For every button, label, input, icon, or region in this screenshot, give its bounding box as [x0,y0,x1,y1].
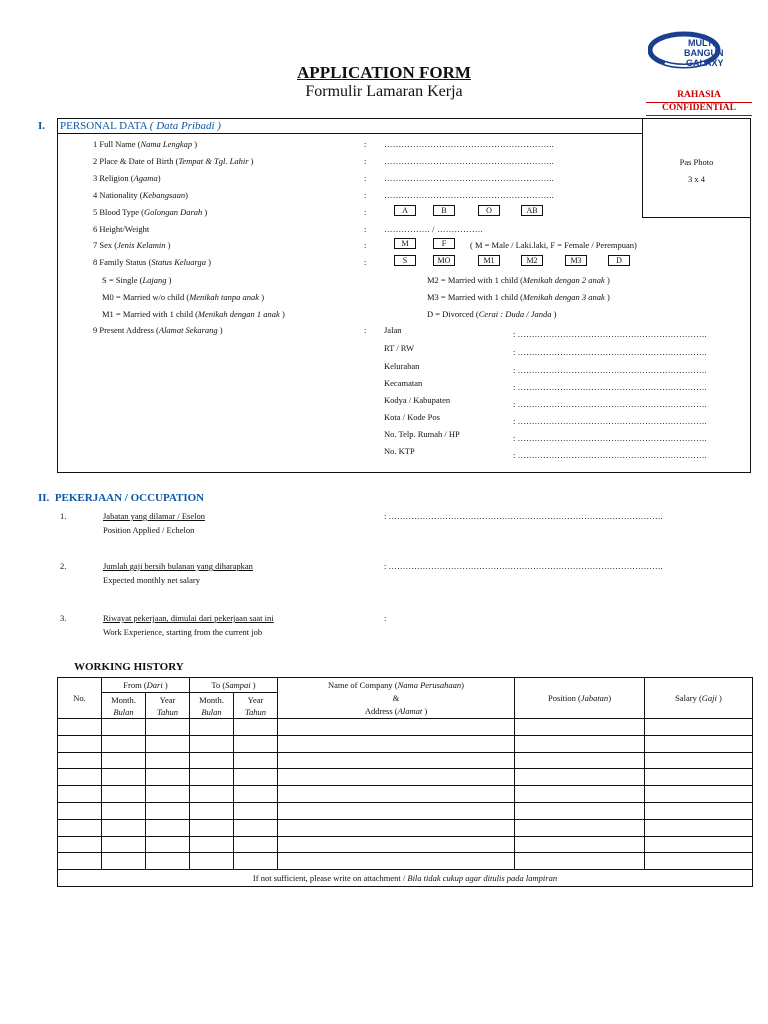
family-status-checkbox-s[interactable]: S [394,255,416,266]
address-label: Kodya / Kabupaten [384,395,451,405]
address-input[interactable]: : …………………………………………………………. [513,399,707,409]
field-number: 4 [93,190,98,200]
table-cell[interactable] [234,853,278,870]
field-label-5 [93,207,207,217]
field-label-id: Kebangsaan [142,190,186,200]
field-label-en: Present Address ( [99,325,159,335]
working-history-footer: If not sufficient, please write on attachment / Bila tidak cukup agar ditulis pada lampiran [58,870,753,887]
field-label-4 [93,190,188,200]
occupation-number: 3. [60,613,67,623]
table-cell[interactable] [102,769,146,786]
table-cell[interactable] [515,836,645,853]
table-cell[interactable] [645,769,753,786]
field-colon: : [364,224,367,234]
table-cell[interactable] [645,802,753,819]
confidential-text: CONFIDENTIAL [662,103,736,113]
field-number: 9 [93,325,98,335]
field-label-9 [93,325,223,335]
table-cell[interactable] [515,769,645,786]
field-label-end: ) [192,139,198,149]
legend-en: M0 = Married w/o child ( [102,292,190,302]
legend-id: Menikah dengan 3 anak [522,292,605,302]
field-colon: : [364,139,367,149]
table-cell[interactable] [234,836,278,853]
table-row [58,752,753,769]
status-legend-right [427,292,610,302]
address-input[interactable]: : …………………………………………………………. [513,329,707,339]
occupation-label-id: Jabatan yang dilamar / Eselon [103,511,205,521]
status-legend-right [427,275,610,285]
field-label-id: Tempat & Tgl. Lahir [178,156,249,166]
family-status-checkbox-d[interactable]: D [608,255,630,266]
legend-end: ) [604,292,610,302]
field-label-end: ) [185,190,188,200]
table-cell[interactable] [278,836,515,853]
rahasia-text: RAHASIA [677,90,721,100]
col-to: To (Sampai ) [190,678,278,693]
table-row [58,819,753,836]
table-cell[interactable] [102,786,146,803]
occupation-number: 2. [60,561,67,571]
col-to-year: Year Tahun [234,693,278,719]
address-input[interactable]: : …………………………………………………………. [513,382,707,392]
table-cell[interactable] [278,786,515,803]
col-to-month: Month. Bulan [190,693,234,719]
form-title: APPLICATION FORM [297,63,471,82]
table-cell[interactable] [645,836,753,853]
table-cell[interactable] [190,819,234,836]
table-row [58,719,753,736]
table-cell[interactable] [278,769,515,786]
field-label-en: Family Status ( [99,257,152,267]
table-cell[interactable] [278,735,515,752]
address-label: Kelurahan [384,361,420,371]
address-input[interactable]: : …………………………………………………………. [513,416,707,426]
table-cell[interactable] [190,836,234,853]
table-cell[interactable] [190,769,234,786]
table-row [58,769,753,786]
table-row [58,735,753,752]
table-cell[interactable] [58,819,102,836]
table-cell[interactable] [278,752,515,769]
address-label: No. Telp. Rumah / HP [384,429,460,439]
table-cell[interactable] [515,786,645,803]
legend-id: Cerai : Duda / Janda [478,309,552,319]
table-cell[interactable] [58,786,102,803]
address-input[interactable]: : …………………………………………………………. [513,433,707,443]
photo-label: Pas Photo [679,157,714,167]
address-label: Jalan [384,325,402,335]
table-cell[interactable] [234,786,278,803]
legend-id: Menikah dengan 2 anak [522,275,605,285]
occupation-label-en: Work Experience, starting from the current job [103,627,263,637]
field-label-id: Status Keluarga [151,257,207,267]
sex-checkbox-m[interactable]: M [394,238,416,249]
legend-id: Lajang [142,275,167,285]
table-cell[interactable] [190,719,234,736]
field-label-id: Agama [133,173,158,183]
field-label-en: Height/Weight [99,224,150,234]
field-label-id: Golongan Darah [143,207,203,217]
legend-en: M2 = Married with 1 child ( [427,275,523,285]
table-cell[interactable] [234,819,278,836]
section-1-title: PERSONAL DATA ( Data Pribadi ) [60,120,221,132]
field-input-4[interactable]: ………………………………………………….. [384,190,554,200]
field-input-3[interactable]: ………………………………………………….. [384,173,554,183]
occupation-number: 1. [60,511,67,521]
table-cell[interactable] [645,819,753,836]
table-cell[interactable] [190,752,234,769]
legend-end: ) [551,309,557,319]
field-label-6 [93,224,149,234]
table-row [58,853,753,870]
field-colon: : [364,207,367,217]
table-cell[interactable] [515,802,645,819]
field-label-en: Nationality ( [99,190,143,200]
status-legend-right [427,309,556,319]
legend-end: ) [279,309,285,319]
occupation-label-en: Expected monthly net salary [103,575,201,585]
height-weight-input[interactable]: ……………. / ……………. [384,224,483,234]
logo-text-bangun: BANGUN [684,48,724,58]
field-label-7 [93,240,170,250]
table-cell[interactable] [515,719,645,736]
field-colon: : [364,190,367,200]
blood-type-checkbox-ab[interactable]: AB [521,205,543,216]
field-number: 8 [93,257,98,267]
field-label-8 [93,257,211,267]
table-cell[interactable] [58,802,102,819]
form-subtitle: Formulir Lamaran Kerja [305,83,463,100]
table-cell[interactable] [146,853,190,870]
table-cell[interactable] [645,735,753,752]
col-no: No. [58,678,102,719]
table-cell[interactable] [58,836,102,853]
field-colon: : [364,240,367,250]
table-cell[interactable] [278,719,515,736]
field-colon: : [364,325,367,335]
field-label-en: Religion ( [99,173,134,183]
occupation-label-en: Position Applied / Echelon [103,525,195,535]
field-label-2 [93,156,254,166]
address-label: Kecamatan [384,378,423,388]
family-status-checkbox-mo[interactable]: MO [433,255,455,266]
table-cell[interactable] [58,735,102,752]
field-label-en: Place & Date of Birth ( [99,156,179,166]
blood-type-checkbox-a[interactable]: A [394,205,416,216]
table-cell[interactable] [102,719,146,736]
family-status-checkbox-m2[interactable]: M2 [521,255,543,266]
photo-box[interactable] [642,118,751,218]
field-number: 6 [93,224,98,234]
field-number: 2 [93,156,98,166]
table-cell[interactable] [146,836,190,853]
company-logo [648,28,748,78]
field-label-en: Sex ( [99,240,118,250]
logo-text-galaxy: GALAXY [686,58,724,68]
table-cell[interactable] [645,853,753,870]
legend-en: M3 = Married with 1 child ( [427,292,523,302]
status-legend-left [102,309,285,319]
logo-text-multi: MULTI [688,38,715,48]
table-cell[interactable] [146,752,190,769]
col-from-month: Month. Bulan [102,693,146,719]
table-cell[interactable] [515,819,645,836]
field-number: 7 [93,240,98,250]
address-input[interactable]: : …………………………………………………………. [513,347,707,357]
table-cell[interactable] [146,802,190,819]
col-position: Position (Jabatan) [515,678,645,719]
field-label-id: Nama Lengkap [140,139,193,149]
blood-type-checkbox-b[interactable]: B [433,205,455,216]
sex-note: ( M = Male / Laki.laki, F = Female / Perempuan) [470,240,637,250]
table-row [58,786,753,803]
table-cell[interactable] [645,752,753,769]
table-cell[interactable] [234,719,278,736]
table-row [58,836,753,853]
occupation-label-id: Jumlah gaji bersih bulanan yang diharapkan [103,561,253,571]
field-label-end: ) [217,325,223,335]
table-cell[interactable] [234,752,278,769]
table-cell[interactable] [102,836,146,853]
field-label-end: ) [157,173,161,183]
field-label-1 [93,139,197,149]
table-cell[interactable] [190,735,234,752]
address-input[interactable]: : …………………………………………………………. [513,365,707,375]
legend-end: ) [166,275,172,285]
table-cell[interactable] [645,786,753,803]
col-from-year: Year Tahun [146,693,190,719]
table-cell[interactable] [515,752,645,769]
occupation-label-id: Riwayat pekerjaan, dimulai dari pekerjaan saat ini [103,613,274,623]
legend-end: ) [604,275,610,285]
table-cell[interactable] [190,786,234,803]
table-cell[interactable] [102,735,146,752]
table-cell[interactable] [234,735,278,752]
working-history-table [57,677,753,887]
section-2-title: II. PEKERJAAN / OCCUPATION [38,492,205,504]
table-cell[interactable] [146,719,190,736]
table-cell[interactable] [146,786,190,803]
legend-en: D = Divorced ( [427,309,479,319]
field-number: 3 [93,173,98,183]
legend-en: M1 = Married with 1 child ( [102,309,198,319]
table-row [58,802,753,819]
field-colon: : [364,257,367,267]
table-cell[interactable] [146,819,190,836]
legend-end: ) [259,292,265,302]
field-label-end: ) [206,257,211,267]
field-label-3 [93,173,161,183]
address-label: No. KTP [384,446,415,456]
field-label-en: Full Name ( [99,139,141,149]
col-from: From (Dari ) [102,678,190,693]
field-colon: : [364,173,367,183]
field-label-en: Blood Type ( [99,207,144,217]
table-cell[interactable] [58,853,102,870]
table-cell[interactable] [58,719,102,736]
occupation-input-3[interactable]: : [384,613,387,623]
table-cell[interactable] [146,769,190,786]
legend-id: Menikah tanpa anak [189,292,260,302]
address-label: Kota / Kode Pos [384,412,440,422]
family-status-checkbox-m3[interactable]: M3 [565,255,587,266]
table-cell[interactable] [234,802,278,819]
field-label-id: Alamat Sekarang [158,325,218,335]
field-label-end: ) [165,240,171,250]
table-cell[interactable] [515,735,645,752]
col-company: Name of Company (Nama Perusahaan) & Address (Alamat ) [278,678,515,719]
table-cell[interactable] [102,819,146,836]
table-cell[interactable] [278,819,515,836]
status-legend-left [102,292,264,302]
table-cell[interactable] [190,853,234,870]
field-input-2[interactable]: ………………………………………………….. [384,156,554,166]
field-label-end: ) [202,207,208,217]
field-label-id: Jenis Kelamin [117,240,166,250]
sex-checkbox-f[interactable]: F [433,238,455,249]
working-history-title: WORKING HISTORY [74,661,184,673]
field-number: 5 [93,207,98,217]
blood-type-checkbox-o[interactable]: O [478,205,500,216]
address-input[interactable]: : …………………………………………………………. [513,450,707,460]
photo-size: 3 x 4 [688,174,705,184]
legend-en: S = Single ( [102,275,143,285]
status-legend-left [102,275,172,285]
table-cell[interactable] [58,752,102,769]
col-salary: Salary (Gaji ) [645,678,753,719]
table-cell[interactable] [58,769,102,786]
table-cell[interactable] [278,802,515,819]
field-colon: : [364,156,367,166]
field-number: 1 [93,139,98,149]
legend-id: Menikah dengan 1 anak [197,309,280,319]
table-cell[interactable] [102,802,146,819]
field-input-1[interactable]: ………………………………………………….. [384,139,554,149]
table-cell[interactable] [102,853,146,870]
table-cell[interactable] [278,853,515,870]
address-label: RT / RW [384,343,415,353]
occupation-input-1[interactable]: : ……………………………………………………………………………………. [384,511,663,521]
table-cell[interactable] [645,719,753,736]
table-cell[interactable] [234,769,278,786]
table-cell[interactable] [515,853,645,870]
field-label-end: ) [248,156,254,166]
occupation-input-2[interactable]: : ……………………………………………………………………………………. [384,561,663,571]
table-cell[interactable] [190,802,234,819]
table-cell[interactable] [102,752,146,769]
family-status-checkbox-m1[interactable]: M1 [478,255,500,266]
section-1-number: I. [38,120,46,132]
confidential-label [646,90,752,116]
table-cell[interactable] [146,735,190,752]
